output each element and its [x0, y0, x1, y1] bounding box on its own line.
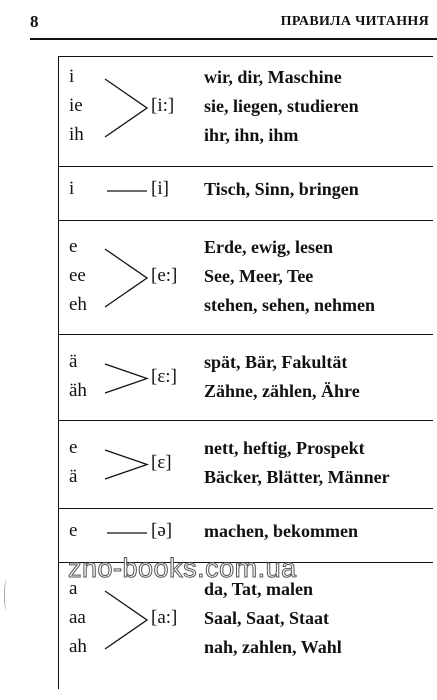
- spelling: i: [69, 66, 75, 87]
- branch-connector: [103, 335, 149, 421]
- spelling: e: [69, 520, 78, 541]
- example-words: See, Meer, Tee: [204, 266, 314, 286]
- phonetic-sound: [e:]: [151, 265, 178, 286]
- spelling: a: [69, 578, 78, 599]
- phonetic-sound: [a:]: [151, 607, 178, 628]
- rule-row: [59, 57, 433, 167]
- example-words: machen, bekommen: [204, 521, 358, 541]
- header-rule: [30, 38, 437, 40]
- example-words: Bäcker, Blätter, Männer: [204, 467, 390, 487]
- reading-rules-table: [58, 56, 433, 689]
- example-words: wir, dir, Maschine: [204, 67, 342, 87]
- spelling: ih: [69, 124, 84, 145]
- spelling: aa: [69, 607, 86, 628]
- spelling: ä: [69, 466, 78, 487]
- spelling: ee: [69, 265, 86, 286]
- spelling: e: [69, 437, 78, 458]
- line-connector: [103, 167, 149, 221]
- spelling: ah: [69, 636, 87, 657]
- example-words: ihr, ihn, ihm: [204, 125, 299, 145]
- example-words: spät, Bär, Fakultät: [204, 352, 348, 372]
- example-words: Erde, ewig, lesen: [204, 237, 333, 257]
- spelling: e: [69, 236, 78, 257]
- example-words: sie, liegen, studieren: [204, 96, 359, 116]
- spelling: eh: [69, 294, 87, 315]
- spelling: ä: [69, 351, 78, 372]
- running-title: ПРАВИЛА ЧИТАННЯ: [280, 14, 429, 29]
- branch-connector: [103, 421, 149, 509]
- rule-row: [59, 421, 433, 509]
- phonetic-sound: [ə]: [151, 520, 173, 541]
- rule-row: [59, 221, 433, 335]
- example-words: nett, heftig, Prospekt: [204, 438, 365, 458]
- example-words: da, Tat, malen: [204, 579, 314, 599]
- page-number: 8: [30, 12, 39, 31]
- rule-row: [59, 167, 433, 221]
- example-words: nah, zahlen, Wahl: [204, 637, 342, 657]
- phonetic-sound: [i:]: [151, 95, 175, 116]
- example-words: Zähne, zählen, Ähre: [204, 381, 360, 401]
- phonetic-sound: [ɛ:]: [151, 365, 177, 387]
- spelling: äh: [69, 380, 87, 401]
- spelling: i: [69, 178, 75, 199]
- rule-row: [59, 335, 433, 421]
- branch-connector: [103, 57, 149, 167]
- phonetic-sound: [ɛ]: [151, 451, 172, 473]
- example-words: Tisch, Sinn, bringen: [204, 179, 359, 199]
- branch-connector: [103, 221, 149, 335]
- watermark-text: zno-books.com.ua: [68, 553, 297, 583]
- example-words: Saal, Saat, Staat: [204, 608, 330, 628]
- spelling: ie: [69, 95, 83, 116]
- example-words: stehen, sehen, nehmen: [204, 295, 376, 315]
- phonetic-sound: [i]: [151, 178, 169, 199]
- margin-smudge: [4, 580, 11, 610]
